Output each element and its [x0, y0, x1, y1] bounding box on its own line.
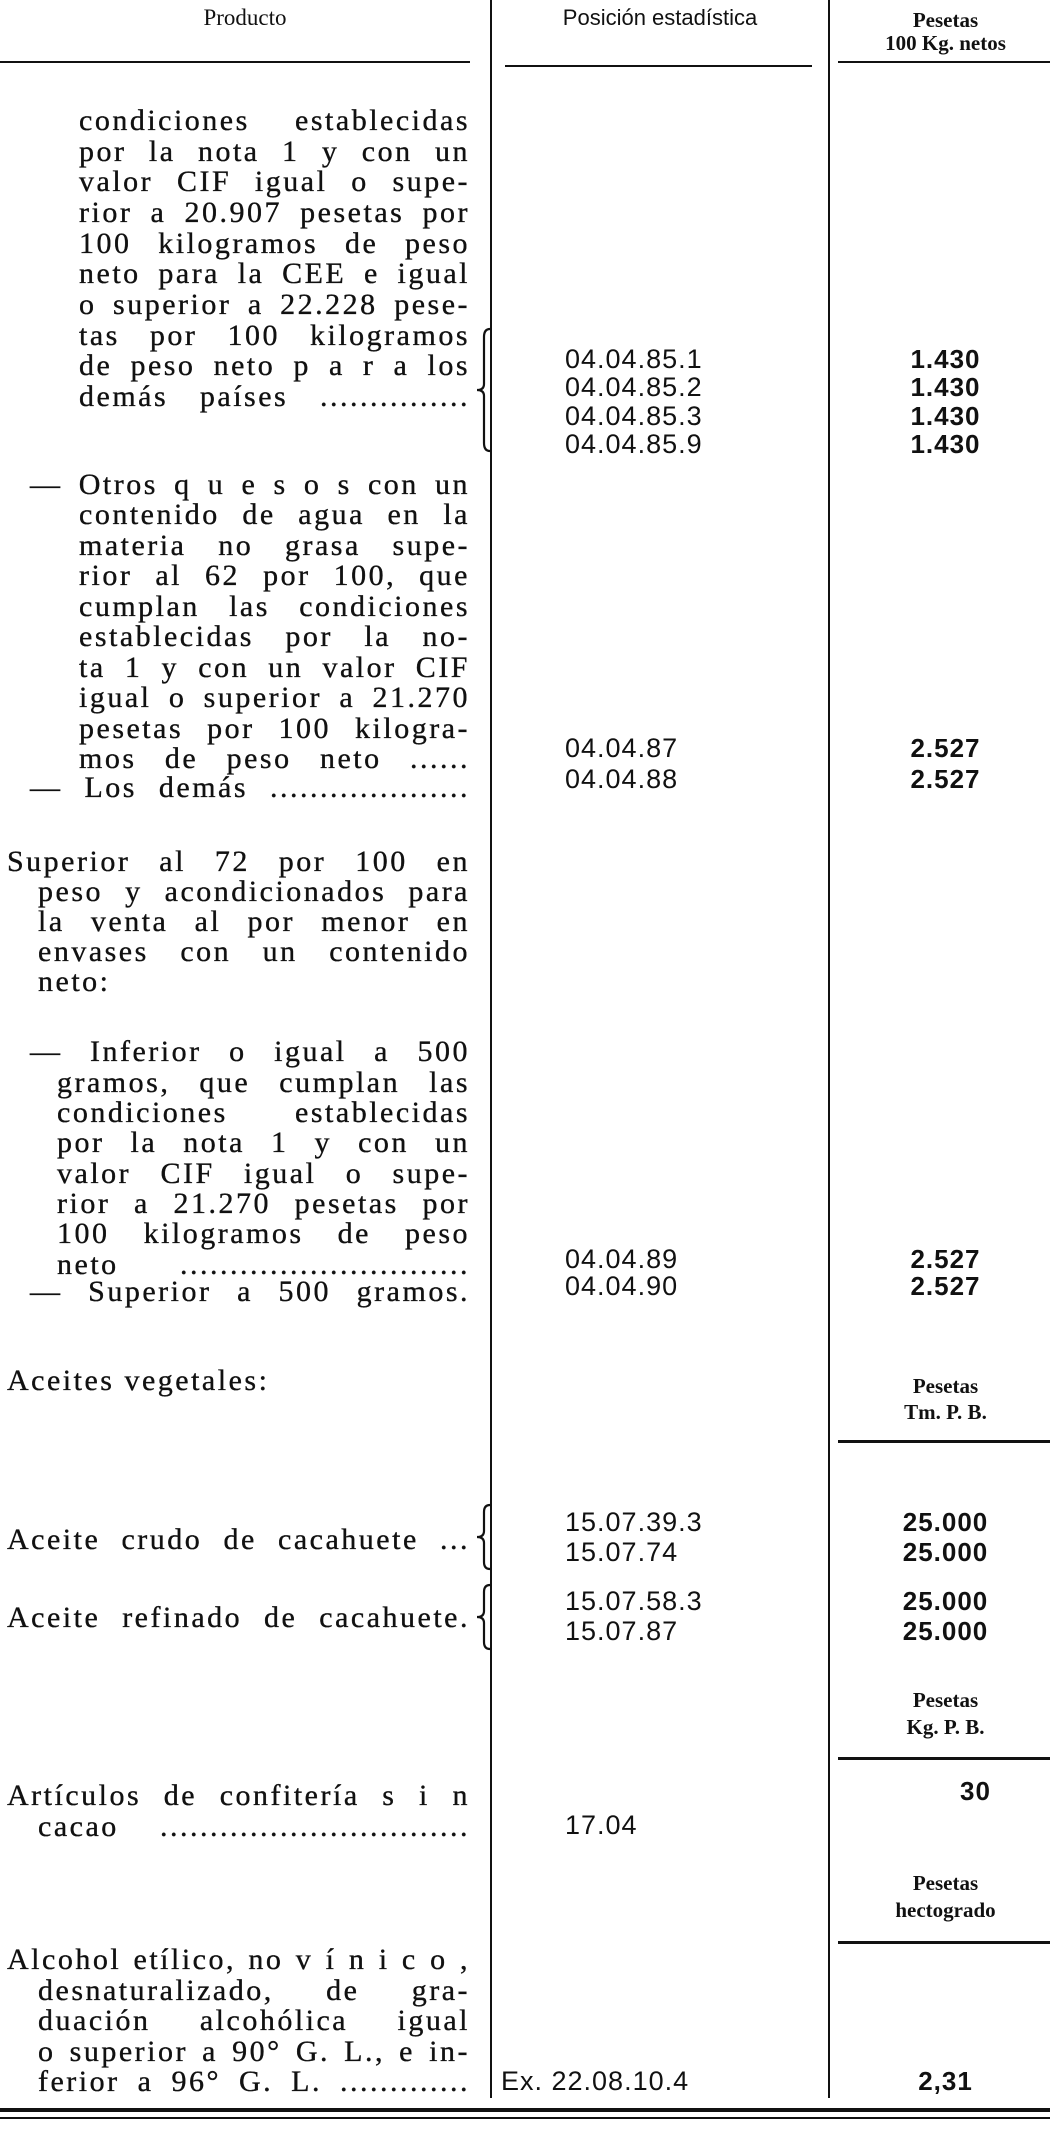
text-line: — Inferior o igual a 500: [30, 1035, 470, 1068]
section-heading: Aceites vegetales:: [7, 1364, 270, 1397]
column-divider-left: [490, 0, 492, 2098]
text-line: demás países ...............: [79, 380, 470, 413]
price-value: 2.527: [910, 764, 981, 794]
brace-icon: [474, 1504, 492, 1570]
text-line: de peso neto p a r a los: [79, 349, 470, 382]
text-line: — Otros q u e s o s con un: [30, 468, 470, 501]
text-line: neto para la CEE e igual: [79, 257, 470, 290]
statistical-code: 04.04.87: [565, 733, 679, 763]
text-line: peso y acondicionados para: [38, 875, 470, 908]
unit-header-line: Pesetas: [912, 1688, 979, 1712]
statistical-code: 15.07.74: [565, 1537, 679, 1567]
text-line: duación alcohólica igual: [38, 2004, 470, 2037]
text-line: 100 kilogramos de peso: [57, 1217, 470, 1250]
text-line: cacao ...............................: [38, 1810, 470, 1843]
closing-rule-thin: [0, 2117, 1050, 2119]
statistical-code: 04.04.85.2: [565, 372, 703, 402]
text-line: ferior a 96° G. L. .............: [38, 2065, 470, 2098]
header-rule-position: [505, 65, 812, 67]
column-header-position: Posición estadística: [562, 5, 758, 30]
statistical-code: 04.04.85.3: [565, 401, 703, 431]
unit-header-rule: [838, 1757, 1050, 1760]
text-line: pesetas por 100 kilogra-: [79, 712, 470, 745]
text-line: la venta al por menor en: [38, 905, 470, 938]
brace-icon: [474, 1584, 492, 1650]
text-line: contenido de agua en la: [79, 498, 470, 531]
price-value: 2,31: [918, 2066, 973, 2096]
price-value: 25.000: [902, 1537, 989, 1567]
text-line: tas por 100 kilogramos: [79, 319, 470, 352]
closing-rule-thick: [0, 2108, 1050, 2112]
unit-header-line: hectogrado: [895, 1898, 996, 1922]
column-divider-right: [828, 0, 830, 2098]
price-value: 1.430: [910, 372, 981, 402]
text-line: establecidas por la no-: [79, 620, 470, 653]
statistical-code: 04.04.90: [565, 1271, 679, 1301]
text-line: valor CIF igual o supe-: [57, 1157, 470, 1190]
text-line: rior a 21.270 pesetas por: [57, 1187, 470, 1220]
statistical-code: 15.07.58.3: [565, 1586, 703, 1616]
price-value: 25.000: [902, 1586, 989, 1616]
price-value: 1.430: [910, 401, 981, 431]
text-line: cumplan las condiciones: [79, 590, 470, 623]
text-line: o superior a 90° G. L., e in-: [38, 2035, 470, 2068]
statistical-code: 17.04: [565, 1810, 638, 1840]
statistical-code: Ex. 22.08.10.4: [501, 2066, 690, 2096]
text-line: ta 1 y con un valor CIF: [79, 651, 470, 684]
text-line: Aceite refinado de cacahuete.: [7, 1601, 470, 1634]
text-line: condiciones establecidas: [57, 1096, 470, 1129]
text-line: — Los demás ....................: [30, 771, 470, 804]
header-rule-product: [0, 61, 470, 63]
text-line: por la nota 1 y con un: [79, 135, 470, 168]
text-line: valor CIF igual o supe-: [79, 165, 470, 198]
column-header-unit-line: 100 Kg. netos: [885, 31, 1006, 55]
price-value: 25.000: [902, 1507, 989, 1537]
text-line: desnaturalizado, de gra-: [38, 1974, 470, 2007]
statistical-code: 04.04.85.9: [565, 429, 703, 459]
statistical-code: 04.04.88: [565, 764, 679, 794]
statistical-code: 15.07.39.3: [565, 1507, 703, 1537]
text-line: por la nota 1 y con un: [57, 1126, 470, 1159]
price-value: 1.430: [910, 429, 981, 459]
text-line: rior a 20.907 pesetas por: [79, 196, 470, 229]
text-line: mos de peso neto ......: [79, 742, 470, 775]
text-line: condiciones establecidas: [79, 104, 470, 137]
brace-icon: [474, 328, 492, 452]
statistical-code: 04.04.89: [565, 1244, 679, 1274]
unit-header-line: Pesetas: [912, 1374, 979, 1398]
statistical-code: 15.07.87: [565, 1616, 679, 1646]
unit-header-rule: [838, 1941, 1050, 1944]
unit-header-line: Tm. P. B.: [904, 1400, 987, 1424]
price-value: 30: [960, 1776, 991, 1806]
text-line: materia no grasa supe-: [79, 529, 470, 562]
text-line: neto:: [38, 965, 111, 998]
text-line: 100 kilogramos de peso: [79, 227, 470, 260]
text-line: Superior al 72 por 100 en: [7, 845, 470, 878]
unit-header-line: Kg. P. B.: [906, 1715, 985, 1739]
statistical-code: 04.04.85.1: [565, 344, 703, 374]
price-value: 2.527: [910, 1244, 981, 1274]
price-value: 2.527: [910, 733, 981, 763]
text-line: envases con un contenido: [38, 935, 470, 968]
text-line: gramos, que cumplan las: [57, 1066, 470, 1099]
unit-header-line: Pesetas: [912, 1871, 979, 1895]
price-value: 2.527: [910, 1271, 981, 1301]
text-line: — Superior a 500 gramos.: [30, 1275, 470, 1308]
price-value: 25.000: [902, 1616, 989, 1646]
price-value: 1.430: [910, 344, 981, 374]
text-line: Aceite crudo de cacahuete ...: [7, 1523, 470, 1556]
text-line: Alcohol etílico, no v í n i c o ,: [7, 1943, 470, 1976]
text-line: igual o superior a 21.270: [79, 681, 470, 714]
unit-header-rule: [838, 1440, 1050, 1443]
header-rule-unit: [838, 61, 1050, 63]
text-line: Artículos de confitería s i n: [7, 1779, 470, 1812]
column-header-unit-line: Pesetas: [912, 8, 979, 32]
column-header-product: Producto: [203, 5, 287, 30]
text-line: o superior a 22.228 pese-: [79, 288, 470, 321]
text-line: rior al 62 por 100, que: [79, 559, 470, 592]
text-line: neto .............................: [57, 1248, 470, 1281]
